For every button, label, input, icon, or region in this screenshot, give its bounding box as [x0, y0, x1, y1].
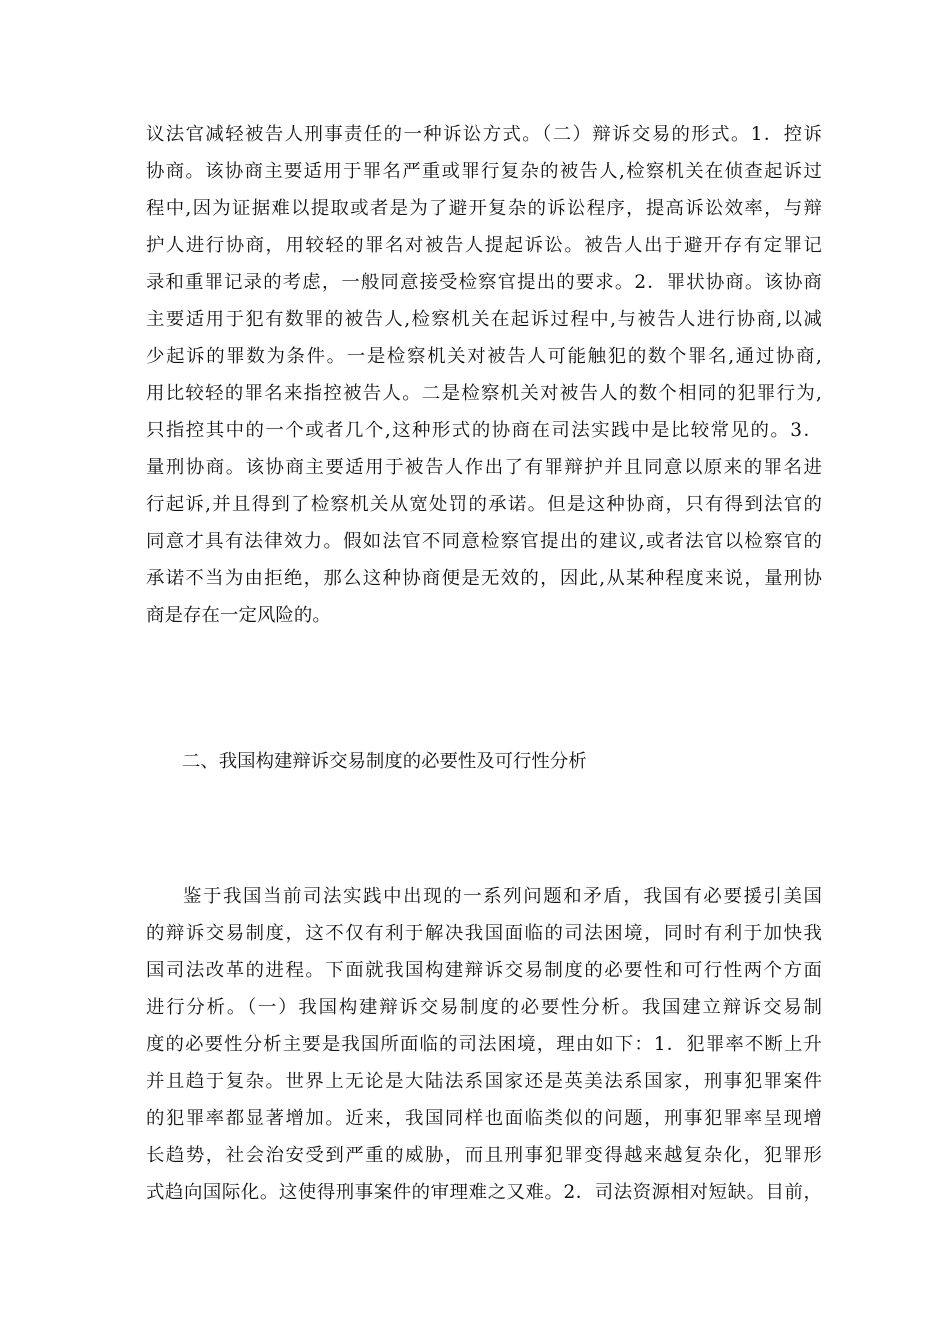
paragraph-line: 并且趋于复杂。世界上无论是大陆法系国家还是英美法系国家，刑事犯罪案件	[146, 1071, 822, 1092]
paragraph-line: 议法官减轻被告人刑事责任的一种诉讼方式。（二）辩诉交易的形式。1．控诉	[146, 124, 822, 145]
paragraph-line: 度的必要性分析主要是我国所面临的司法困境，理由如下：1．犯罪率不断上升	[146, 1034, 822, 1055]
body-paragraph-2	[146, 878, 822, 1211]
paragraph-line: 鉴于我国当前司法实践中出现的一系列问题和矛盾，我国有必要援引美国	[183, 886, 822, 907]
section-heading: 二、我国构建辩诉交易制度的必要性及可行性分析	[182, 751, 587, 772]
paragraph-line: 同意才具有法律效力。假如法官不同意检察官提出的建议,或者法官以检察官的	[146, 531, 822, 552]
paragraph-line: 的犯罪率都显著增加。近来，我国同样也面临类似的问题，刑事犯罪率呈现增	[146, 1108, 822, 1129]
paragraph-line: 量刑协商。该协商主要适用于被告人作出了有罪辩护并且同意以原来的罪名进	[146, 457, 822, 478]
paragraph-line: 录和重罪记录的考虑，一般同意接受检察官提出的要求。2．罪状协商。该协商	[146, 272, 822, 293]
paragraph-line: 只指控其中的一个或者几个,这种形式的协商在司法实践中是比较常见的。3．	[146, 420, 822, 441]
body-paragraph-1	[146, 116, 822, 634]
paragraph-line: 护人进行协商，用较轻的罪名对被告人提起诉讼。被告人出于避开存有定罪记	[146, 235, 822, 256]
paragraph-line: 国司法改革的进程。下面就我国构建辩诉交易制度的必要性和可行性两个方面	[146, 960, 822, 981]
paragraph-line: 承诺不当为由拒绝，那么这种协商便是无效的，因此,从某种程度来说，量刑协	[146, 568, 822, 589]
paragraph-line: 商是存在一定风险的。	[146, 605, 331, 626]
paragraph-line: 协商。该协商主要适用于罪名严重或罪行复杂的被告人,检察机关在侦查起诉过	[146, 161, 822, 182]
paragraph-line: 少起诉的罪数为条件。一是检察机关对被告人可能触犯的数个罪名,通过协商,	[146, 346, 822, 367]
paragraph-line: 长趋势，社会治安受到严重的威胁，而且刑事犯罪变得越来越复杂化，犯罪形	[146, 1145, 822, 1166]
paragraph-line: 程中,因为证据难以提取或者是为了避开复杂的诉讼程序，提高诉讼效率，与辩	[146, 198, 822, 219]
paragraph-line: 用比较轻的罪名来指控被告人。二是检察机关对被告人的数个相同的犯罪行为,	[146, 383, 822, 404]
paragraph-line: 行起诉,并且得到了检察机关从宽处罚的承诺。但是这种协商，只有得到法官的	[146, 494, 822, 515]
paragraph-line: 进行分析。（一）我国构建辩诉交易制度的必要性分析。我国建立辩诉交易制	[146, 997, 822, 1018]
paragraph-line: 式趋向国际化。这使得刑事案件的审理难之又难。2．司法资源相对短缺。目前，	[146, 1182, 822, 1203]
paragraph-line: 主要适用于犯有数罪的被告人,检察机关在起诉过程中,与被告人进行协商,以减	[146, 309, 822, 330]
paragraph-line: 的辩诉交易制度，这不仅有利于解决我国面临的司法困境，同时有利于加快我	[146, 923, 822, 944]
